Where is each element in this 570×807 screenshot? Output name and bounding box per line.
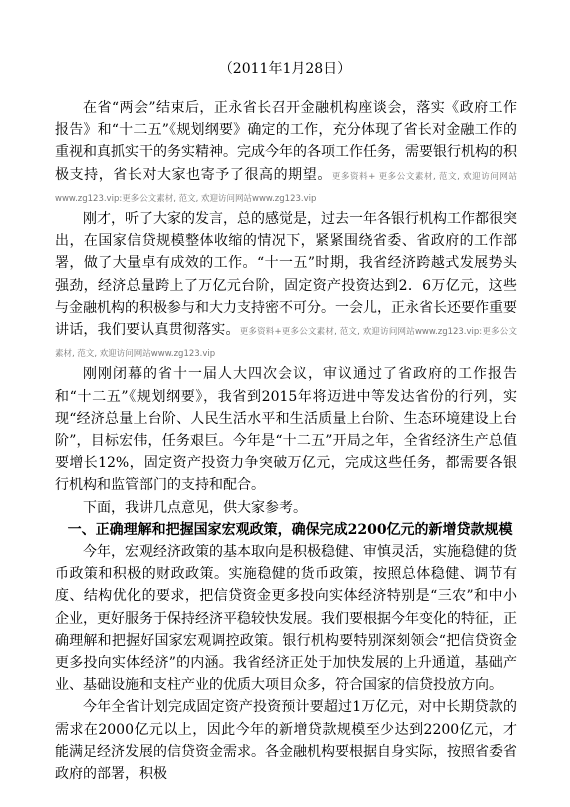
paragraph-text: 刚刚闭幕的省十一届人大四次会议，审议通过了省政府的工作报告和“十二五”《规划纲要》，我省到2015年将迈进中等发达省份的行列，实现“经济总量上台阶、人民生活水平和生活质量上台阶、生态环境建设上台阶”，目标宏伟，任务艰巨。今年是“十二五”开局之年，全省经济生产总值要增长12%，固定资产投资力争突破万亿元，完成这些任务，都需要各银行机构和监管部门的支持和配合。 [55,366,517,494]
document-body [55,97,517,785]
paragraph-text: 在省“两会”结束后，正永省长召开金融机构座谈会，落实《政府工作报告》和“十二五”《规划纲要》确定的工作，充分体现了省长对金融工作的重视和真抓实干的务实精神。完成今年的各项工作任务，需要银行机构的积极支持，省长对大家也寄予了很高的期望。 [55,100,517,183]
section-heading-1 [55,519,517,541]
document-date: （2011年1月28日） [218,61,352,77]
paragraph-1 [55,97,517,208]
paragraph-2 [55,208,517,363]
paragraph-text: 刚才，听了大家的发言，总的感觉是，过去一年各银行机构工作都很突出，在国家信贷规模整体收缩的情况下，紧紧围绕省委、省政府的工作部署，做了大量卓有成效的工作。“十一五”时期，我省经济跨越式发展势头强劲，经济总量跨上了万亿元台阶，固定资产投资达到2．6万亿元，这些与金融机构的积极参与和大力支持密不可分。一会儿，正永省长还要作重要讲话，我们要认真贯彻落实。 [55,211,517,339]
paragraph-text: 今年，宏观经济政策的基本取向是积极稳健、审慎灵活，实施稳健的货币政策和积极的财政政策。实施稳健的货币政策，按照总体稳健、调节有度、结构优化的要求，把信贷资金更多投向实体经济特别是“三农”和中小企业，更好服务于保持经济平稳较快发展。我们要根据今年变化的特征，正确理解和把握好国家宏观调控政策。银行机构要特别深刻领会“把信贷资金更多投向实体经济”的内涵。我省经济正处于加快发展的上升通道，基础产业、基础设施和支柱产业的优质大项目众多，符合国家的信贷投放方向。 [55,544,517,694]
paragraph-3 [55,363,517,496]
paragraph-5 [55,541,517,696]
paragraph-text: 下面，我讲几点意见，供大家参考。 [83,499,307,516]
paragraph-4 [55,497,517,519]
heading-text: 一、正确理解和把握国家宏观政策，确保完成2200亿元的新增贷款规模 [67,521,513,538]
watermark-text: 更多资料+更多公文素材, 范文, 欢迎访问网站www.zg123.vip:更多公文素材, 范文, 欢迎访问网站www.zg123.vip [55,327,517,360]
paragraph-text: 今年全省计划完成固定资产投资预计要超过1万亿元，对中长期贷款的需求在2000亿元以上，因此今年的新增贷款规模至少达到2200亿元，才能满足经济发展的信贷资金需求。各金融机构要根据自身实际，按照省委省政府的部署，积极 [55,699,517,783]
paragraph-6 [55,696,517,785]
watermark-text: 更多资料+ 更多公文素材, 范文, 欢迎访问网站www.zg123.vip:更多公文素材, 范文, 欢迎访问网站www.zg123.vip [55,171,518,204]
